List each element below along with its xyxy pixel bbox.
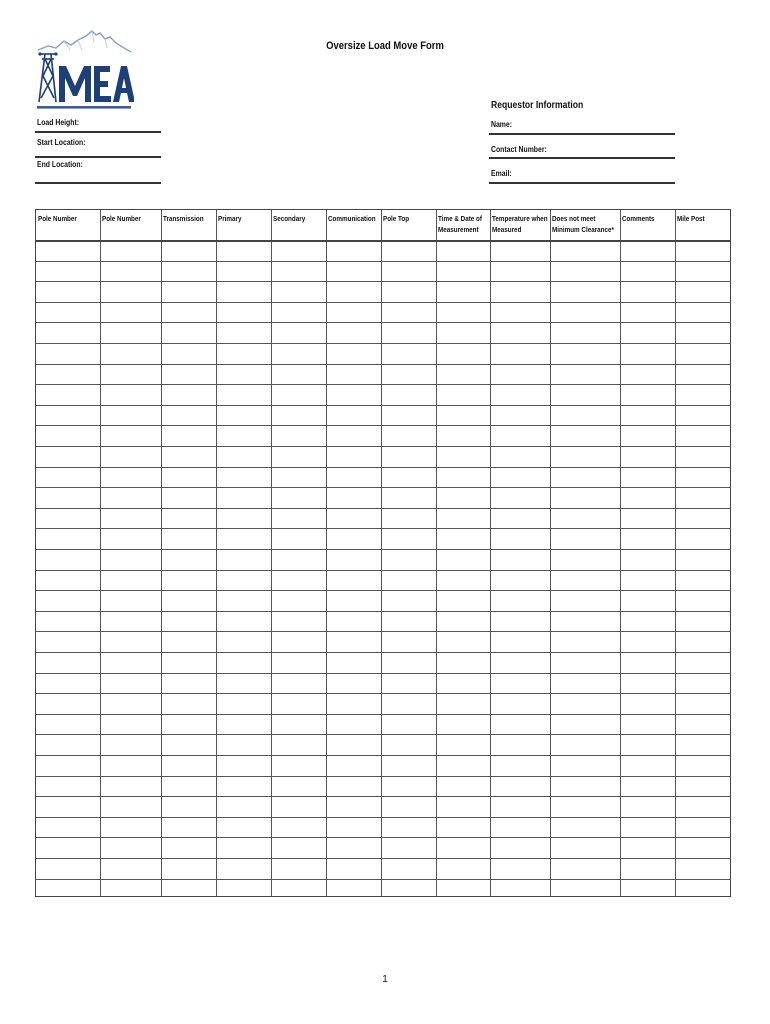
column-divider xyxy=(161,210,162,896)
table-row-divider xyxy=(36,734,730,735)
table-row-divider xyxy=(36,261,730,262)
table-row-divider xyxy=(36,528,730,529)
email-label: Email: xyxy=(491,169,512,178)
end-location-label: End Location: xyxy=(37,160,83,169)
table-row-divider xyxy=(36,302,730,303)
column-divider xyxy=(490,210,491,896)
table-row-divider xyxy=(36,796,730,797)
column-header-line2: Measurement xyxy=(438,225,479,234)
column-header: Pole Top xyxy=(383,214,410,223)
table-row-divider xyxy=(36,384,730,385)
table-row-divider xyxy=(36,590,730,591)
table-row-divider xyxy=(36,364,730,365)
load-height-line[interactable] xyxy=(35,131,161,133)
end-location-line[interactable] xyxy=(35,182,161,184)
column-header: Time & Date of Measurement xyxy=(438,214,482,234)
table-row-divider xyxy=(36,755,730,756)
table-row-divider xyxy=(36,652,730,653)
column-header: Transmission xyxy=(163,214,204,223)
column-divider xyxy=(100,210,101,896)
column-divider xyxy=(271,210,272,896)
column-header: Pole Number xyxy=(102,214,141,223)
column-header: Comments xyxy=(622,214,655,223)
contact-number-line[interactable] xyxy=(489,157,675,159)
table-row-divider xyxy=(36,487,730,488)
column-header: Temperature when Measured xyxy=(492,214,548,234)
load-height-label: Load Height: xyxy=(37,118,80,127)
column-divider xyxy=(326,210,327,896)
column-divider xyxy=(620,210,621,896)
table-row-divider xyxy=(36,631,730,632)
header-divider xyxy=(36,240,730,242)
email-line[interactable] xyxy=(489,182,675,184)
table-header-row xyxy=(36,210,730,240)
table-row-divider xyxy=(36,611,730,612)
table-row-divider xyxy=(36,467,730,468)
name-label: Name: xyxy=(491,120,513,129)
column-divider xyxy=(436,210,437,896)
table-row-divider xyxy=(36,817,730,818)
table-row-divider xyxy=(36,693,730,694)
table-row-divider xyxy=(36,405,730,406)
table-row-divider xyxy=(36,281,730,282)
column-divider xyxy=(216,210,217,896)
table-row-divider xyxy=(36,673,730,674)
pole-measurement-table xyxy=(35,209,731,897)
column-divider xyxy=(550,210,551,896)
table-row-divider xyxy=(36,570,730,571)
table-row-divider xyxy=(36,446,730,447)
column-header: Pole Number xyxy=(38,214,77,223)
table-row-divider xyxy=(36,879,730,880)
table-row-divider xyxy=(36,714,730,715)
table-row-divider xyxy=(36,508,730,509)
column-header-line2: Measured xyxy=(492,225,522,234)
table-row-divider xyxy=(36,343,730,344)
column-divider xyxy=(675,210,676,896)
table-row-divider xyxy=(36,858,730,859)
column-header: Primary xyxy=(218,214,242,223)
form-title: Oversize Load Move Form xyxy=(326,40,444,52)
column-header-line2: Minimum Clearance* xyxy=(552,225,614,234)
column-divider xyxy=(381,210,382,896)
table-row-divider xyxy=(36,776,730,777)
table-row-divider xyxy=(36,425,730,426)
column-header: Does not meet Minimum Clearance* xyxy=(552,214,614,234)
contact-number-label: Contact Number: xyxy=(491,145,547,154)
start-location-line[interactable] xyxy=(35,156,161,158)
start-location-label: Start Location: xyxy=(37,138,86,147)
requestor-heading: Requestor Information xyxy=(491,100,584,111)
page-number: 1 xyxy=(382,974,388,985)
name-line[interactable] xyxy=(489,133,675,135)
column-header: Secondary xyxy=(273,214,306,223)
table-row-divider xyxy=(36,837,730,838)
table-row-divider xyxy=(36,549,730,550)
table-row-divider xyxy=(36,322,730,323)
column-header: Mile Post xyxy=(677,214,705,223)
column-header: Communication xyxy=(328,214,376,223)
